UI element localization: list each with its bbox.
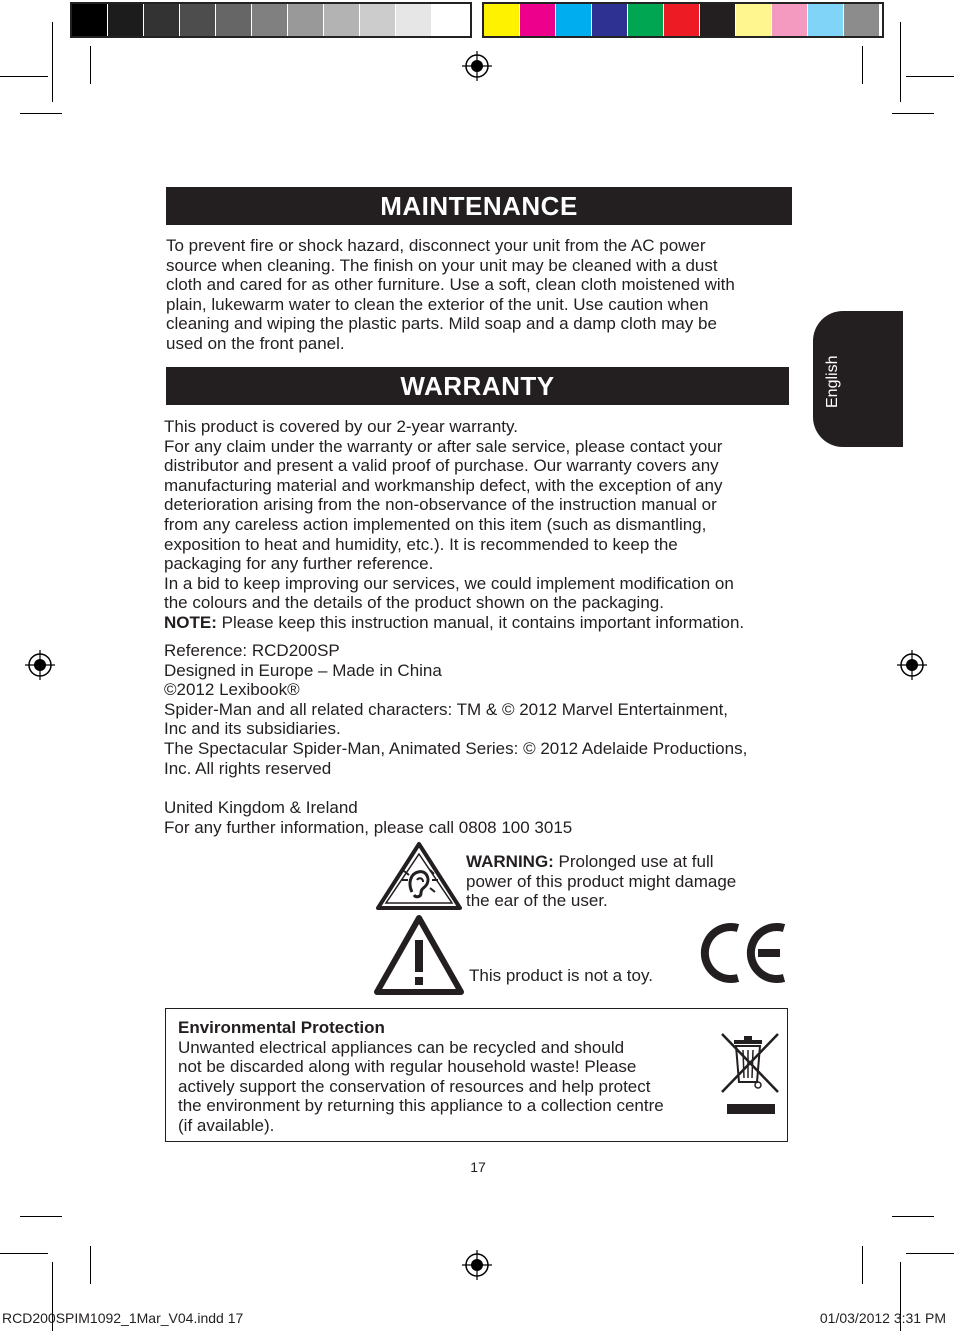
hearing-warning-icon: [374, 840, 464, 912]
reference-text: Reference: RCD200SP Designed in Europe – Made in China ©2012 Lexibook® Spider-Man and all related characters: TM & © 2012 Marvel Entertainment, Inc and its subsidiaries. The Spectacular Spider-Man, Animated Series: © 2012 Adelaide Productions, Inc. All rights reserved: [164, 641, 748, 778]
warning-text: WARNING: Prolonged use at full power of this product might damage the ear of the user.: [466, 852, 737, 911]
footer-date: 01/03/2012 3:31 PM: [819, 1310, 946, 1326]
weee-bin-icon: [718, 1030, 784, 1120]
color-swatch: [396, 4, 431, 36]
color-swatch: [844, 4, 879, 36]
color-swatch: [556, 4, 591, 36]
page-number: 17: [470, 1159, 486, 1175]
not-a-toy-text: This product is not a toy.: [469, 966, 653, 985]
color-swatch: [324, 4, 359, 36]
maintenance-text: To prevent fire or shock hazard, disconnect your unit from the AC power source when cleaning. The finish on your unit may be cleaned with a dust cloth and cared for as other furniture. Use a soft, clean cloth moistened with plain, lukewarm water to clean the exterior of the unit. Use caution when cleaning and wiping the plastic parts. Mild soap and a damp cloth may be used on the front panel.: [166, 236, 735, 353]
color-swatch: [772, 4, 807, 36]
registration-mark-icon: [462, 1250, 492, 1280]
registration-mark-icon: [897, 650, 927, 680]
color-swatch: [72, 4, 107, 36]
contact-text: United Kingdom & Ireland For any further information, please call 0808 100 3015: [164, 798, 573, 837]
warranty-heading: WARRANTY: [166, 367, 789, 405]
footer-file-name: RCD200SPIM1092_1Mar_V04.indd 17: [2, 1310, 244, 1326]
color-swatch: [664, 4, 699, 36]
caution-icon: [373, 914, 465, 996]
color-swatch: [108, 4, 143, 36]
language-tab-label: English: [824, 355, 841, 409]
registration-mark-icon: [25, 650, 55, 680]
color-swatch: [288, 4, 323, 36]
color-swatch: [432, 4, 467, 36]
color-swatch: [808, 4, 843, 36]
color-swatch: [360, 4, 395, 36]
registration-mark-icon: [462, 51, 492, 81]
warranty-note: NOTE: Please keep this instruction manual, it contains important information.: [164, 612, 745, 632]
color-swatch: [700, 4, 735, 36]
environmental-text: Environmental Protection Unwanted electrical appliances can be recycled and should not be discarded along with regular household waste! Please actively support the conservation of resources and help protect the environment by returning this appliance to a collection centre (if available).: [178, 1018, 664, 1135]
color-swatch: [252, 4, 287, 36]
warranty-text: This product is covered by our 2-year warranty. For any claim under the warranty or after sale service, please contact your distributor and present a valid proof of purchase. Our warranty covers any manufacturing material and workmanship defect, with the exception of any deterioration arising from the non-observance of the instruction manual or from any careless action implemented on this item (such as dismantling, exposition to heat and humidity, etc.). It is recommended to keep the packaging for any further reference. In a bid to keep improving our services, we could implement modification on the colours and the details of the product shown on the packaging. NOTE: Please keep this instruction manual, it contains important information.: [164, 417, 789, 633]
color-swatch: [736, 4, 771, 36]
color-swatch: [520, 4, 555, 36]
color-swatch: [628, 4, 663, 36]
maintenance-heading: MAINTENANCE: [166, 187, 792, 225]
color-swatch: [592, 4, 627, 36]
color-swatch: [216, 4, 251, 36]
color-swatch: [484, 4, 519, 36]
color-swatch: [144, 4, 179, 36]
ce-mark-icon: [698, 920, 790, 986]
color-swatch: [180, 4, 215, 36]
